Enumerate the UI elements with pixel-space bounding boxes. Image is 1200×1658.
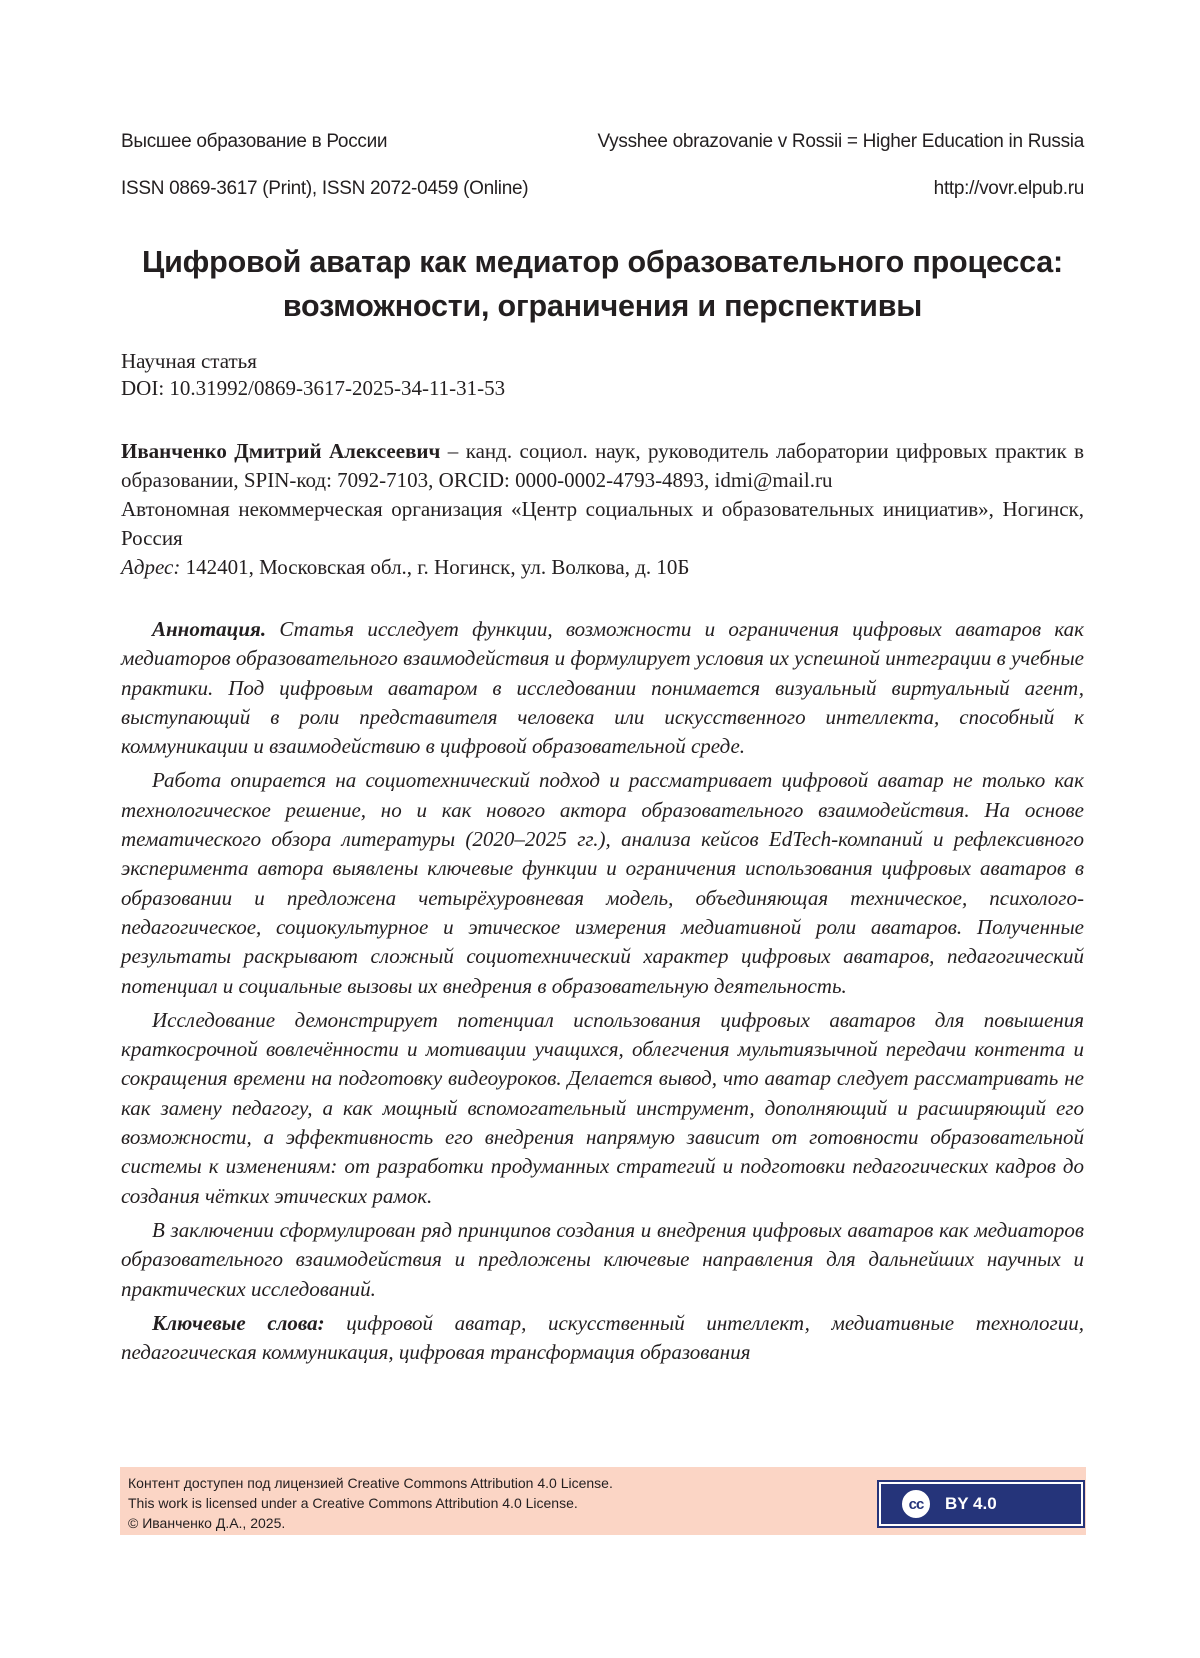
article-title-line-1: Цифровой аватар как медиатор образовательного процесса: — [142, 245, 1063, 279]
creative-commons-icon: cc — [899, 1487, 933, 1521]
license-box — [120, 1467, 1086, 1535]
author-info — [121, 437, 1084, 495]
author-block — [121, 437, 1084, 582]
address-text: 142401, Московская обл., г. Ногинск, ул. Волкова, д. 10Б — [180, 555, 690, 579]
running-header — [121, 131, 1084, 153]
journal-title-en: Vysshee obrazovanie v Rossii = Higher Education in Russia — [597, 131, 1084, 152]
abstract-paragraph-2: Работа опирается на социотехнический подход и рассматривает цифровой аватар не только как технологическое решение, но и как нового актора образовательного взаимодействия. На основе тематического обзора литературы (2020–2025 гг.), анализа кейсов EdTech-компаний и рефлексивного эксперимента автора выявлены ключевые функции и ограничения использования цифровых аватаров в образовании и предложена четырёхуровневая модель, объединяющая техническое, психолого-педагогическое, социокультурное и этическое измерения медиативной роли аватаров. Полученные результаты раскрывают сложный социотехнический характер цифровых аватаров, педагогический потенциал и социальные вызовы их внедрения в образовательную деятельность. — [121, 768, 1084, 998]
abstract-label: Аннотация. — [152, 617, 267, 641]
abstract-paragraph-3: Исследование демонстрирует потенциал использования цифровых аватаров для повышения краткосрочной вовлечённости и мотивации учащихся, облегчения мультиязычной передачи контента и сокращения времени на подготовку видеоуроков. Делается вывод, что аватар следует рассматривать не как замену педагогу, а как мощный вспомогательный инструмент, дополняющий и расширяющий его возможности, а эффективность его внедрения напрямую зависит от готовности образовательной системы к изменениям: от разработки продуманных стратегий и подготовки педагогических кадров до создания чётких этических рамок. — [121, 1007, 1084, 1208]
doi[interactable]: DOI: 10.31992/0869-3617-2025-34-11-31-53 — [121, 376, 506, 400]
license-line-en: This work is licensed under a Creative Commons Attribution 4.0 License. — [128, 1495, 578, 1511]
cc-by-badge[interactable] — [879, 1482, 1083, 1526]
license-text — [128, 1473, 613, 1533]
article-type: Научная статья — [121, 349, 257, 373]
abstract — [121, 615, 1084, 1372]
running-subheader — [121, 178, 1084, 200]
issn: ISSN 0869-3617 (Print), ISSN 2072-0459 (Online) — [121, 178, 529, 199]
keywords — [121, 1309, 1084, 1368]
author-details: – канд. социол. наук, руководитель лаборатории цифровых практик в образовании, SPIN-код: 7092-7103, ORCID: 0000-0002-4793-4893, idmi@mail.ru — [121, 439, 1084, 492]
article-title-line-2: возможности, ограничения и перспективы — [282, 289, 923, 323]
author-organization: Автономная некоммерческая организация «Центр социальных и образовательных инициатив», Ногинск, Россия — [121, 497, 1084, 550]
copyright: © Иванченко Д.А., 2025. — [128, 1515, 286, 1531]
author-address — [121, 553, 1084, 582]
keywords-label: Ключевые слова: — [152, 1310, 325, 1335]
license-line-ru: Контент доступен под лицензией Creative Commons Attribution 4.0 License. — [128, 1475, 613, 1491]
abstract-paragraph-4: В заключении сформулирован ряд принципов создания и внедрения цифровых аватаров как медиаторов образовательного взаимодействия и предложены ключевые направления для дальнейших научных и практических исследований. — [121, 1217, 1084, 1301]
abstract-paragraph-1 — [121, 615, 1084, 761]
journal-url[interactable]: http://vovr.elpub.ru — [933, 178, 1084, 199]
cc-by-label: BY 4.0 — [945, 1494, 997, 1513]
author-name: Иванченко Дмитрий Алексеевич — [121, 439, 441, 463]
article-meta — [121, 348, 505, 402]
address-label: Адрес: — [121, 555, 181, 579]
article-title — [100, 240, 1105, 328]
keywords-text: цифровой аватар, искусственный интеллект, медиативные технологии, педагогическая коммуникация, цифровая трансформация образования — [121, 1310, 1084, 1365]
journal-title-ru: Высшее образование в России — [121, 131, 388, 152]
abstract-text-1: Статья исследует функции, возможности и ограничения цифровых аватаров как медиаторов образовательного взаимодействия и формулирует условия их успешной интеграции в учебные практики. Под цифровым аватаром в исследовании понимается визуальный виртуальный агент, выступающий в роли представителя человека или искусственного интеллекта, способный к коммуникации и взаимодействию в цифровой образовательной среде. — [121, 617, 1084, 759]
